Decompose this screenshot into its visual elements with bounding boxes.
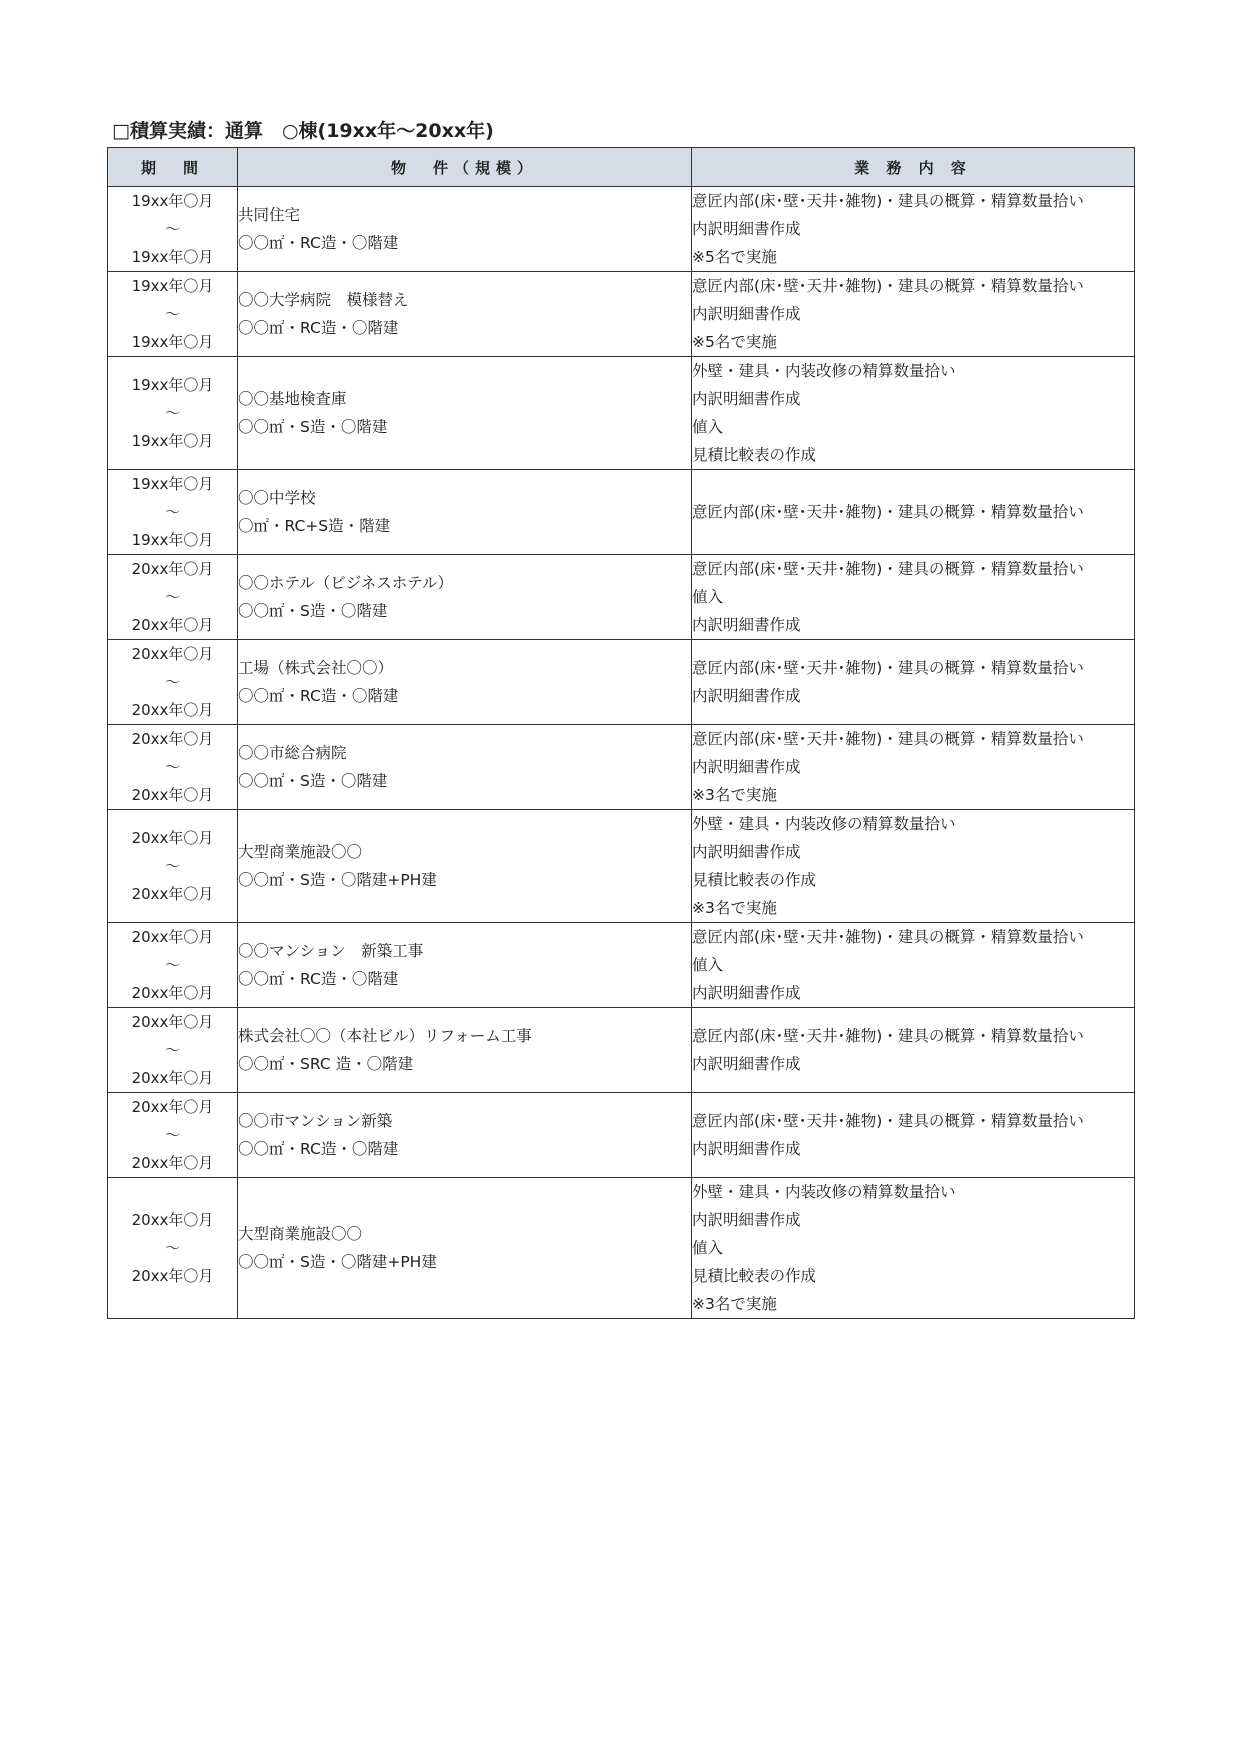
- work-cell-line: 外壁・建具・内装改修の精算数量拾い: [692, 1183, 956, 1201]
- project-cell-line: 〇〇基地検査庫: [238, 390, 347, 408]
- work-cell-line: 内訳明細書作成: [692, 1211, 801, 1229]
- project-cell-line: 共同住宅: [238, 206, 301, 224]
- period-cell-line: 19xx年〇月: [131, 432, 214, 450]
- project-cell: [238, 640, 692, 725]
- project-cell: [238, 187, 692, 272]
- period-cell-line: 20xx年〇月: [131, 829, 214, 847]
- work-cell: [692, 272, 1135, 357]
- project-cell-line: 〇〇㎡・RC造・〇階建: [238, 319, 399, 337]
- work-cell-line: 意匠内部(床･壁･天井･雑物)・建具の概算・精算数量拾い: [692, 192, 1084, 210]
- period-cell-line: 20xx年〇月: [131, 701, 214, 719]
- header-project: 物 件（規模）: [238, 148, 692, 187]
- project-cell-line: 〇㎡・RC+S造・階建: [238, 517, 391, 535]
- table-row: [108, 272, 1135, 357]
- work-cell-line: 見積比較表の作成: [692, 871, 817, 889]
- period-cell-line: ～: [164, 1239, 180, 1257]
- period-cell-line: ～: [164, 305, 180, 323]
- header-period: 期 間: [108, 148, 238, 187]
- period-cell-line: 20xx年〇月: [131, 786, 214, 804]
- period-cell: [108, 1093, 238, 1178]
- table-header-row: [108, 148, 1135, 187]
- header-work: 業 務 内 容: [692, 148, 1135, 187]
- period-cell-line: ～: [164, 956, 180, 974]
- work-cell: [692, 1178, 1135, 1319]
- period-cell-line: 19xx年〇月: [131, 192, 214, 210]
- project-cell: [238, 1093, 692, 1178]
- period-cell-line: 19xx年〇月: [131, 475, 214, 493]
- work-cell-line: 内訳明細書作成: [692, 390, 801, 408]
- table-row: [108, 555, 1135, 640]
- work-cell: [692, 725, 1135, 810]
- period-cell-line: ～: [164, 1041, 180, 1059]
- project-cell-line: 〇〇㎡・RC造・〇階建: [238, 234, 399, 252]
- work-cell: [692, 1093, 1135, 1178]
- project-cell: [238, 810, 692, 923]
- project-cell-line: 〇〇㎡・S造・〇階建: [238, 602, 388, 620]
- work-cell-line: 意匠内部(床･壁･天井･雑物)・建具の概算・精算数量拾い: [692, 928, 1084, 946]
- work-cell-line: 意匠内部(床･壁･天井･雑物)・建具の概算・精算数量拾い: [692, 659, 1084, 677]
- period-cell-line: 20xx年〇月: [131, 1154, 214, 1172]
- period-cell-line: 20xx年〇月: [131, 1267, 214, 1285]
- period-cell-line: ～: [164, 1126, 180, 1144]
- work-cell-line: ※3名で実施: [692, 786, 777, 804]
- period-cell: [108, 923, 238, 1008]
- work-cell: [692, 555, 1135, 640]
- period-cell-line: 20xx年〇月: [131, 885, 214, 903]
- period-cell-line: 20xx年〇月: [131, 984, 214, 1002]
- project-cell-line: 工場（株式会社〇〇）: [238, 659, 394, 677]
- period-cell-line: ～: [164, 857, 180, 875]
- project-cell-line: 大型商業施設〇〇: [238, 1225, 363, 1243]
- period-cell-line: 20xx年〇月: [131, 1211, 214, 1229]
- work-cell-line: 値入: [692, 1239, 724, 1257]
- project-cell-line: 〇〇㎡・RC造・〇階建: [238, 687, 399, 705]
- period-cell-line: ～: [164, 503, 180, 521]
- work-cell: [692, 923, 1135, 1008]
- work-cell-line: 意匠内部(床･壁･天井･雑物)・建具の概算・精算数量拾い: [692, 277, 1084, 295]
- work-cell-line: 値入: [692, 418, 724, 436]
- work-cell-line: 内訳明細書作成: [692, 616, 801, 634]
- work-cell-line: 外壁・建具・内装改修の精算数量拾い: [692, 815, 956, 833]
- table-row: [108, 640, 1135, 725]
- table-row: [108, 470, 1135, 555]
- table-row: [108, 725, 1135, 810]
- period-cell-line: 20xx年〇月: [131, 928, 214, 946]
- period-cell-line: 20xx年〇月: [131, 1013, 214, 1031]
- period-cell-line: 20xx年〇月: [131, 730, 214, 748]
- project-cell-line: 大型商業施設〇〇: [238, 843, 363, 861]
- work-cell-line: ※5名で実施: [692, 248, 777, 266]
- period-cell: [108, 272, 238, 357]
- project-cell-line: 株式会社〇〇（本社ビル）リフォーム工事: [238, 1027, 532, 1045]
- table-row: [108, 810, 1135, 923]
- work-cell-line: 内訳明細書作成: [692, 305, 801, 323]
- table-row: [108, 1178, 1135, 1319]
- project-cell-line: 〇〇ホテル（ビジネスホテル）: [238, 574, 453, 592]
- work-cell-line: 値入: [692, 956, 724, 974]
- project-cell-line: 〇〇マンション 新築工事: [238, 942, 424, 960]
- period-cell-line: 19xx年〇月: [131, 333, 214, 351]
- project-cell: [238, 725, 692, 810]
- period-cell: [108, 810, 238, 923]
- period-cell-line: 20xx年〇月: [131, 560, 214, 578]
- project-cell: [238, 272, 692, 357]
- work-cell: [692, 187, 1135, 272]
- work-cell-line: 内訳明細書作成: [692, 758, 801, 776]
- work-cell-line: 意匠内部(床･壁･天井･雑物)・建具の概算・精算数量拾い: [692, 560, 1084, 578]
- project-cell-line: 〇〇㎡・S造・〇階建+PH建: [238, 1253, 437, 1271]
- period-cell: [108, 1178, 238, 1319]
- table-row: [108, 1008, 1135, 1093]
- period-cell: [108, 640, 238, 725]
- work-cell-line: 内訳明細書作成: [692, 687, 801, 705]
- project-cell: [238, 555, 692, 640]
- period-cell: [108, 725, 238, 810]
- period-cell-line: ～: [164, 220, 180, 238]
- period-cell-line: ～: [164, 758, 180, 776]
- project-cell-line: 〇〇市総合病院: [238, 744, 347, 762]
- work-cell-line: 内訳明細書作成: [692, 984, 801, 1002]
- work-cell-line: 意匠内部(床･壁･天井･雑物)・建具の概算・精算数量拾い: [692, 730, 1084, 748]
- table-body: [108, 187, 1135, 1319]
- project-cell-line: 〇〇㎡・S造・〇階建: [238, 772, 388, 790]
- project-cell: [238, 923, 692, 1008]
- work-cell-line: 内訳明細書作成: [692, 843, 801, 861]
- table-row: [108, 1093, 1135, 1178]
- project-cell-line: 〇〇大学病院 模様替え: [238, 291, 409, 309]
- page-title: □積算実績：通算 ○棟(19xx年～20xx年): [112, 120, 494, 142]
- period-cell-line: ～: [164, 673, 180, 691]
- project-cell-line: 〇〇㎡・SRC 造・〇階建: [238, 1055, 414, 1073]
- project-cell: [238, 357, 692, 470]
- period-cell-line: 19xx年〇月: [131, 376, 214, 394]
- work-cell-line: ※5名で実施: [692, 333, 777, 351]
- work-cell-line: 内訳明細書作成: [692, 1055, 801, 1073]
- work-cell: [692, 357, 1135, 470]
- work-cell-line: 見積比較表の作成: [692, 1267, 817, 1285]
- work-cell-line: ※3名で実施: [692, 899, 777, 917]
- table-row: [108, 187, 1135, 272]
- work-cell-line: ※3名で実施: [692, 1295, 777, 1313]
- work-cell-line: 意匠内部(床･壁･天井･雑物)・建具の概算・精算数量拾い: [692, 503, 1084, 521]
- work-cell: [692, 640, 1135, 725]
- period-cell: [108, 555, 238, 640]
- work-cell-line: 意匠内部(床･壁･天井･雑物)・建具の概算・精算数量拾い: [692, 1027, 1084, 1045]
- table-row: [108, 357, 1135, 470]
- table-row: [108, 923, 1135, 1008]
- period-cell-line: 20xx年〇月: [131, 1069, 214, 1087]
- estimation-record-table: [107, 147, 1135, 1319]
- work-cell-line: 意匠内部(床･壁･天井･雑物)・建具の概算・精算数量拾い: [692, 1112, 1084, 1130]
- work-cell-line: 値入: [692, 588, 724, 606]
- project-cell-line: 〇〇㎡・S造・〇階建: [238, 418, 388, 436]
- project-cell-line: 〇〇㎡・RC造・〇階建: [238, 970, 399, 988]
- work-cell: [692, 1008, 1135, 1093]
- work-cell: [692, 810, 1135, 923]
- period-cell-line: 19xx年〇月: [131, 248, 214, 266]
- project-cell-line: 〇〇㎡・RC造・〇階建: [238, 1140, 399, 1158]
- project-cell-line: 〇〇㎡・S造・〇階建+PH建: [238, 871, 437, 889]
- work-cell: [692, 470, 1135, 555]
- period-cell-line: 20xx年〇月: [131, 645, 214, 663]
- period-cell: [108, 1008, 238, 1093]
- period-cell-line: 20xx年〇月: [131, 1098, 214, 1116]
- work-cell-line: 見積比較表の作成: [692, 446, 817, 464]
- work-cell-line: 内訳明細書作成: [692, 220, 801, 238]
- work-cell-line: 内訳明細書作成: [692, 1140, 801, 1158]
- period-cell: [108, 357, 238, 470]
- period-cell: [108, 470, 238, 555]
- period-cell-line: 19xx年〇月: [131, 531, 214, 549]
- period-cell-line: ～: [164, 404, 180, 422]
- period-cell-line: ～: [164, 588, 180, 606]
- project-cell-line: 〇〇市マンション新築: [238, 1112, 393, 1130]
- work-cell-line: 外壁・建具・内装改修の精算数量拾い: [692, 362, 956, 380]
- project-cell: [238, 470, 692, 555]
- project-cell: [238, 1178, 692, 1319]
- period-cell-line: 19xx年〇月: [131, 277, 214, 295]
- project-cell: [238, 1008, 692, 1093]
- period-cell-line: 20xx年〇月: [131, 616, 214, 634]
- project-cell-line: 〇〇中学校: [238, 489, 316, 507]
- period-cell: [108, 187, 238, 272]
